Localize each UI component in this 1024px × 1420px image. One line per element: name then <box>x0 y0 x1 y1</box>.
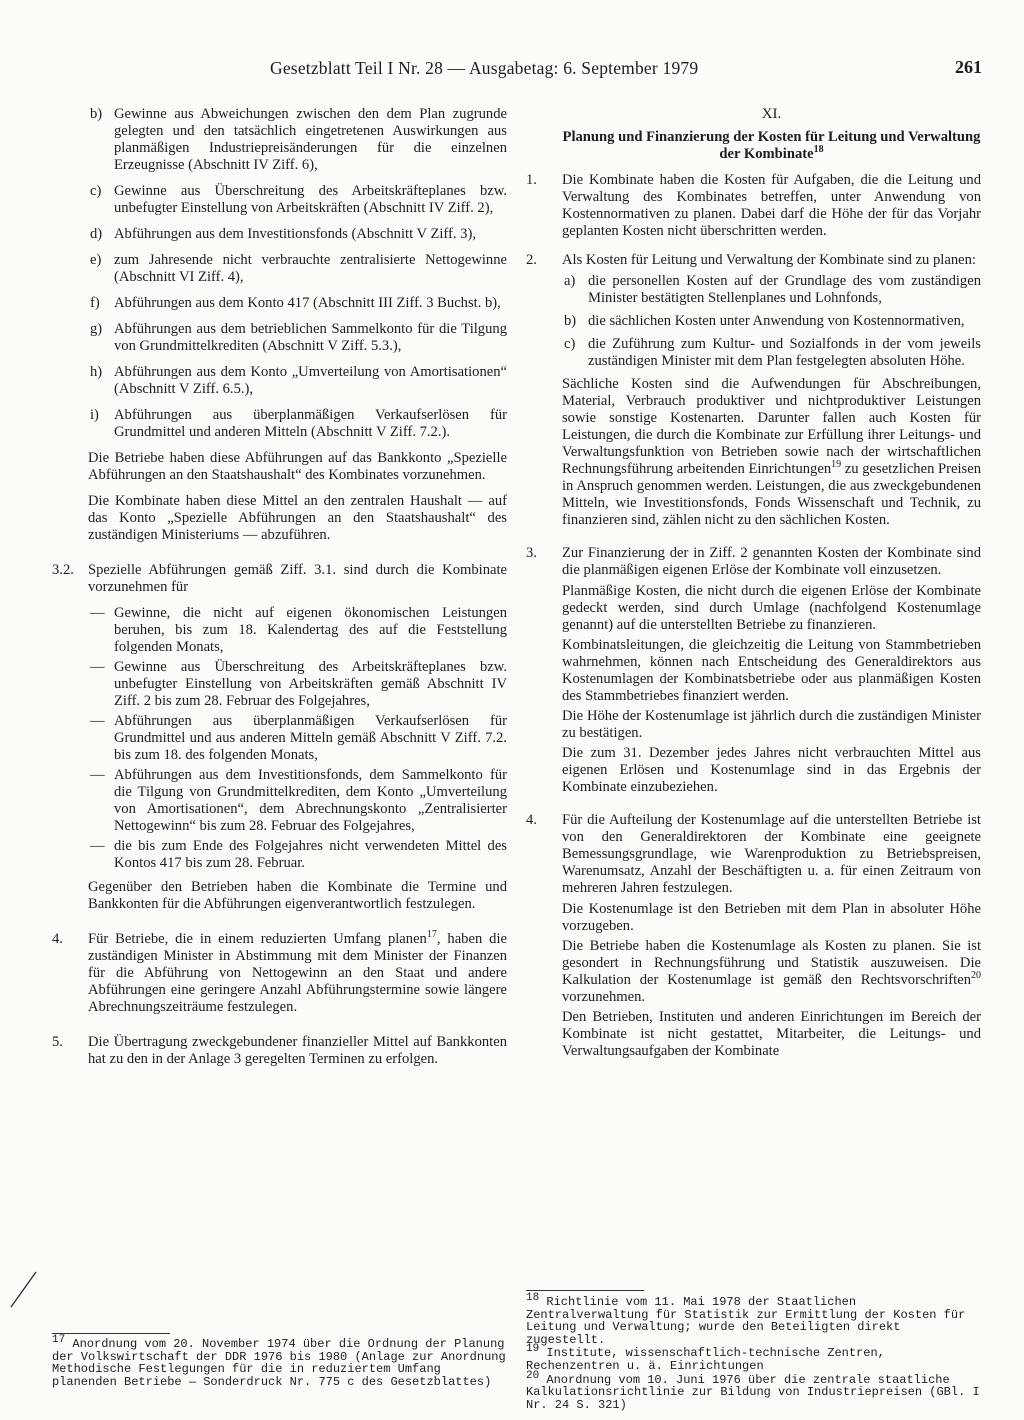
paragraph: Sächliche Kosten sind die Aufwendungen für Abschreibungen, Material, Verbrauch produktiver und nichtproduktiver Leistungen sowie sonstige Kostenarten. Darunter fallen auch Kosten für Leistungen, die durch die Kombinate zur Erfüllung ihrer Leitungs- und Verwaltungsfunktion von Betrieben sowie nach der wirtschaftlichen Rechnungsführung arbeitenden Einrichtungen$^{19}$ zu gesetzlichen Preisen in Anspruch genommen werden. Leistungen, die aus zweckgebundenen Mitteln, wie Investitionsfonds, Fonds Wissenschaft und Technik, zu finanzieren sind, zählen nicht zu den sächlichen Kosten. <box>562 376 981 528</box>
section-title: Planung und Finanzierung der Kosten für Leitung und Verwaltung der Kombinate$^{18}$ <box>562 129 981 162</box>
dash-item: — Gewinne aus Überschreitung des Arbeitskräfteplanes bzw. unbefugter Einstellung von Arbeitskräften gemäß Abschnitt IV Ziff. 2 bis zum 28. Februar des Folgejahres, <box>90 659 507 709</box>
header-title: Gesetzblatt Teil I Nr. 28 — Ausgabetag: 6. September 1979 <box>270 58 699 78</box>
page-header <box>270 57 982 84</box>
paragraph: Planmäßige Kosten, die nicht durch die eigenen Erlöse der Kombinate gedeckt werden, sind durch Umlage (nachfolgend Kostenumlage genannt) auf die unterstellten Betriebe zu finanzieren. <box>562 583 981 633</box>
point-2: 2. Als Kosten für Leitung und Verwaltung der Kombinate sind zu planen: <box>526 252 976 268</box>
paragraph: Kombinatsleitungen, die gleichzeitig die Leitung von Stammbetrieben wahrnehmen, können nach Entscheidung des Generaldirektors aus Kostenumlagen der Kombinatsbetriebe oder aus planmäßigen Kosten des Stammbetriebes finanziert werden. <box>562 637 981 704</box>
footnote-divider <box>526 1290 644 1291</box>
footnotes-right <box>526 1292 981 1412</box>
paragraph: Die Kostenumlage ist den Betrieben mit dem Plan in absoluter Höhe vorzugeben. <box>562 901 981 934</box>
footnote-ref: 17 <box>426 929 437 941</box>
dash-item: — Abführungen aus dem Investitionsfonds, dem Sammelkonto für die Tilgung von Grundmittelkrediten, dem Konto „Umverteilung von Amortisationen“, dem Abrechnungskonto „Zentralisierter Nettogewinn“ bis zum 28. Februar des Folgejahres, <box>90 767 507 834</box>
paragraph: Den Betrieben, Instituten und anderen Einrichtungen im Bereich der Kombinate ist nicht gestattet, Mitarbeiter, die Leitungs- und Verwaltungsaufgaben der Kombinate <box>562 1009 981 1059</box>
paragraph: Gegenüber den Betrieben haben die Kombinate die Termine und Bankkonten für die Abführungen eigenverantwortlich festzulegen. <box>88 879 507 912</box>
page-number: 261 <box>955 57 982 77</box>
list-item-f: f) Abführungen aus dem Konto 417 (Abschnitt III Ziff. 3 Buchst. b), <box>90 295 501 311</box>
list-item-c: c) Gewinne aus Überschreitung des Arbeitskräfteplanes bzw. unbefugter Einstellung von Arbeitskräften (Abschnitt IV Ziff. 2), <box>90 183 507 216</box>
list-item-i: i) Abführungen aus überplanmäßigen Verkaufserlösen für Grundmittel und anderen Mitteln (Abschnitt V Ziff. 7.2.). <box>90 407 507 440</box>
footnote: $^{17}$ Anordnung vom 20. November 1974 über die Ordnung der Planung der Volkswirtschaft der DDR 1976 bis 1980 (Anlage zur Anordnung Methodische Festlegungen für die in reduziertem Umfang planenden Betriebe — Sonderdruck Nr. 775 c des Gesetzblattes) <box>52 1334 506 1389</box>
paragraph: Die Höhe der Kostenumlage ist jährlich durch die zuständigen Minister zu bestätigen. <box>562 708 981 741</box>
footnote: $^{18}$ Richtlinie vom 11. Mai 1978 der Staatlichen Zentralverwaltung für Statistik zur Ermittlung der Kosten für Leitung und Verwaltung; wurde den Beteiligten direkt zugestellt. <box>526 1292 966 1347</box>
footnote-ref: 19 <box>831 459 842 471</box>
list-item-b: b) Gewinne aus Abweichungen zwischen den dem Plan zugrunde gelegten und den tatsächlich eingetretenen Auswirkungen aus planmäßigen Industriepreisänderungen für die einzelnen Erzeugnisse (Abschnitt IV Ziff. 6), <box>90 106 507 173</box>
list-item-b: b) die sächlichen Kosten unter Anwendung von Kostennormativen, <box>564 313 965 329</box>
footnote: $^{19}$ Institute, wissenschaftlich-technische Zentren, Rechenzentren u. ä. Einrichtungen <box>526 1343 885 1373</box>
list-item-h: h) Abführungen aus dem Konto „Umverteilung von Amortisationen“ (Abschnitt V Ziff. 6.5.), <box>90 364 507 397</box>
footnotes-left <box>52 1334 507 1389</box>
section-5: 5. Die Übertragung zweckgebundener finanzieller Mittel auf Bankkonten hat zu den in der Anlage 3 geregelten Terminen zu erfolgen. <box>52 1034 507 1067</box>
dash-item: — Gewinne, die nicht auf eigenen ökonomischen Leistungen beruhen, bis zum 18. Kalendertag des auf die Feststellung folgenden Monats, <box>90 605 507 655</box>
list-item-d: d) Abführungen aus dem Investitionsfonds (Abschnitt V Ziff. 3), <box>90 226 476 242</box>
footnote: $^{20}$ Anordnung vom 10. Juni 1976 über die zentrale staatliche Kalkulationsrichtlinie zur Bildung von Industriepreisen (GBl. I Nr. 24 S. 321) <box>526 1369 980 1412</box>
list-item-e: e) zum Jahresende nicht verbrauchte zentralisierte Nettogewinne (Abschnitt VI Ziff. 4), <box>90 252 507 285</box>
point-1: 1. Die Kombinate haben die Kosten für Aufgaben, die die Leitung und Verwaltung des Kombinates betreffen, unter Anwendung von Kostennormativen zu planen. Dabei darf die Höhe der für das Vorjahr geplanten Kosten nicht überschritten werden. <box>526 172 981 239</box>
point-4: 4. Für die Aufteilung der Kostenumlage auf die unterstellten Betriebe ist von den Generaldirektoren der Kombinate eine geeignete Bemessungsgrundlage, wie Warenproduktion zu Betriebspreisen, Warenumsatz, Anzahl der Beschäftigten u. a. für einen Zeitraum von mehreren Jahren festzulegen. <box>526 812 981 896</box>
section-4: 4. Für Betriebe, die in einem reduzierten Umfang planen$^{17}$, haben die zuständigen Minister in Abstimmung mit dem Minister der Finanzen für die Abführung von Nettogewinn an den Staat und andere Abführungen eine geringere Anzahl Abführungstermine sowie längere Abrechnungszeiträume festzulegen. <box>52 929 507 1015</box>
paragraph: Die Betriebe haben die Kostenumlage als Kosten zu planen. Sie ist gesondert in Rechnungsführung und Statistik auszuweisen. Die Kalkulation der Kostenumlage ist gemäß den Rechtsvorschriften$^{20}$ vorzunehmen. <box>562 938 981 1005</box>
footnote-ref: 20 <box>971 970 981 982</box>
section-number: XI. <box>761 106 782 122</box>
left-column <box>52 106 507 1077</box>
list-item-c: c) die Zuführung zum Kultur- und Sozialfonds in der vom jeweils zuständigen Minister mit dem Plan festgelegten absoluten Höhe. <box>564 336 981 369</box>
paragraph: Die Betriebe haben diese Abführungen auf das Bankkonto „Spezielle Abführungen an den Staatshaushalt“ des Kombinates vorzunehmen. <box>88 450 507 483</box>
list-item-a: a) die personellen Kosten auf der Grundlage des vom zuständigen Minister bestätigten Stellenplanes und Lohnfonds, <box>564 273 981 306</box>
paragraph: Die zum 31. Dezember jedes Jahres nicht verbrauchten Mittel aus eigenen Erlösen und Kostenumlage sind in das Ergebnis der Kombinate einzubeziehen. <box>562 745 981 795</box>
footnote-ref: 18 <box>813 144 824 156</box>
footnote-divider <box>52 1333 170 1334</box>
section-3-2: 3.2. Spezielle Abführungen gemäß Ziff. 3.1. sind durch die Kombinate vorzunehmen für <box>52 562 507 595</box>
dash-item: — die bis zum Ende des Folgejahres nicht verwendeten Mittel des Kontos 417 bis zum 28. Februar. <box>90 838 507 871</box>
list-item-g: g) Abführungen aus dem betrieblichen Sammelkonto für die Tilgung von Grundmittelkrediten (Abschnitt V Ziff. 5.3.), <box>90 321 507 354</box>
pencil-mark <box>8 1270 38 1310</box>
point-3: 3. Zur Finanzierung der in Ziff. 2 genannten Kosten der Kombinate sind die planmäßigen eigenen Erlöse der Kombinate voll einzusetzen. <box>526 545 981 578</box>
paragraph: Die Kombinate haben diese Mittel an den zentralen Haushalt — auf das Konto „Spezielle Abführungen an den Staatshaushalt“ des zuständigen Ministeriums — abzuführen. <box>88 493 507 543</box>
right-column <box>526 106 981 1063</box>
dash-item: — Abführungen aus überplanmäßigen Verkaufserlösen für Grundmittel und aus anderen Mitteln gemäß Abschnitt V Ziff. 7.2. bis zum 18. des folgenden Monats, <box>90 713 507 763</box>
